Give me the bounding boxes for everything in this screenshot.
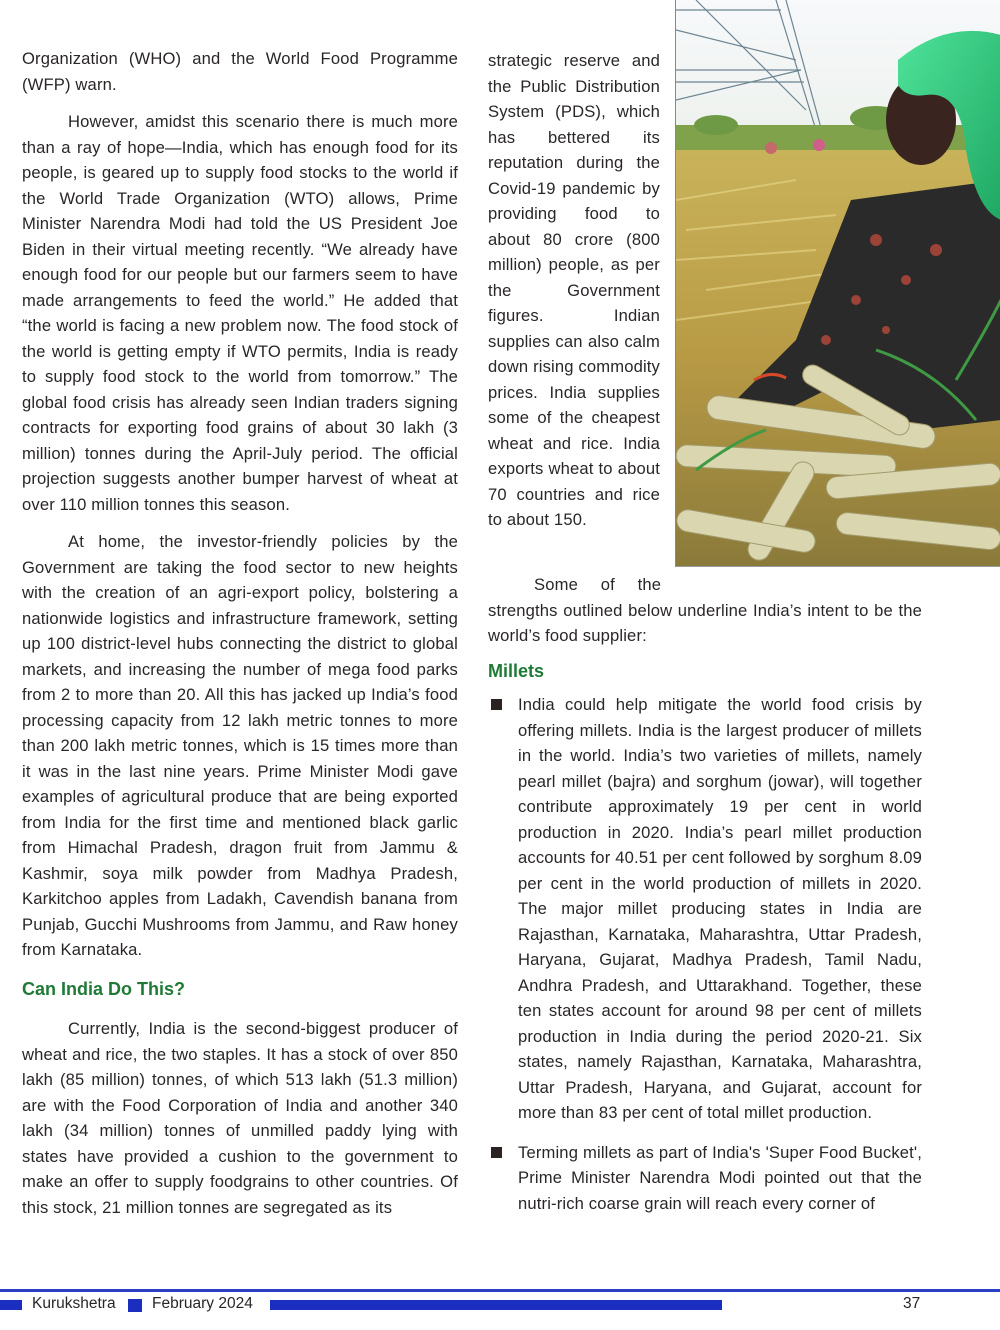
bullet-text: Terming millets as part of India's 'Super Food Bucket', Prime Minister Narendra Modi pointed out that the nutri-rich coarse grain will reach every corner of xyxy=(518,1142,922,1213)
bullet-text: India could help mitigate the world food crisis by offering millets. India is the largest producer of millets in the world. India’s two varieties of millets, namely pearl millet (bajra) and sorghum (jowar), will together contribute approximately 19 per cent in world production in 2020. India’s pearl millet production accounts for 40.51 per cent followed by sorghum 8.09 per cent in the world production of millets in 2020. The major millet producing states in India are Rajasthan, Karnataka, Maharashtra, Uttar Pradesh, Haryana, Gujarat, Madhya Pradesh, Tamil Nadu, Andhra Pradesh, and Uttarakhand. Together, these ten states account for around 98 per cent of millets production in India during the period 2020-21. Six states, namely Rajasthan, Karnataka, Maharashtra, Uttar Pradesh, Haryana, and Gujarat, account for more than 83 per cent of total millet production. xyxy=(518,695,922,1122)
page-footer xyxy=(0,1295,1000,1317)
section-heading-millets: Millets xyxy=(488,660,545,681)
page-number: 37 xyxy=(903,1295,921,1312)
paragraph-at-home: At home, the investor-friendly policies by the Government are taking the food sector to new heights with the creation of an agri-export policy, bolstering a nationwide logistics and infrastructure framework, setting up 100 district-level hubs connecting the district to global markets, and increasing the number of mega food parks from 2 to more than 20. All this has jacked up India’s food processing capacity from 12 lakh metric tonnes to more than 200 lakh metric tonnes, which is 15 times more than it was in the last nine years. Prime Minister Modi gave examples of agricultural produce that are being exported from India for the first time and mentioned black garlic from Himachal Pradesh, dragon fruit from Jammu & Kashmir, soya milk powder from Madhya Pradesh, Karkitchoo apples from Ladakh, Cavendish banana from Punjab, Gucchi Mushrooms from Jammu, and Raw honey from Karnataka. xyxy=(22,532,458,959)
list-item xyxy=(488,1140,922,1217)
footer-long-bar-icon xyxy=(270,1300,722,1310)
intro-rest: strengths outlined below underline India’s intent to be the world’s food supplier: xyxy=(488,600,922,645)
paragraph-currently: Currently, India is the second-biggest producer of wheat and rice, the two staples. It has a stock of over 850 lakh (85 million) tonnes, of which 513 lakh (51.3 million) are with the Food Corporation of India and another 340 lakh (34 million) tonnes of unmilled paddy lying with states have provided a cushion to the government to make an offer to supply foodgrains to other countries. Of this stock, 21 million tonnes are segregated as its xyxy=(22,1019,458,1217)
square-bullet-icon xyxy=(491,1147,502,1158)
issue-date: February 2024 xyxy=(152,1295,253,1312)
worker-figure xyxy=(765,142,777,154)
millet-harvest-photo xyxy=(675,0,1000,567)
square-bullet-icon xyxy=(491,699,502,710)
paragraph-who-wfp: Organization (WHO) and the World Food Programme (WFP) warn. xyxy=(22,49,458,94)
worker-figure xyxy=(813,139,825,151)
intro-first-line: Some of the xyxy=(534,575,662,594)
footer-rule xyxy=(0,1289,1000,1292)
millets-bullet-list xyxy=(488,692,922,1216)
right-lower-column xyxy=(488,572,922,1216)
footer-square-icon xyxy=(128,1299,142,1312)
list-item xyxy=(488,692,922,1126)
footer-bar-icon xyxy=(0,1300,22,1310)
right-narrow-column xyxy=(488,48,660,533)
magazine-name: Kurukshetra xyxy=(32,1295,116,1312)
paragraph-ray-of-hope: However, amidst this scenario there is much more than a ray of hope—India, which has enough food for its people, is geared up to supply food stocks to the world if the World Trade Organization (WTO) allows, Prime Minister Narendra Modi had told the US President Joe Biden in their virtual meeting recently. “We already have enough food for our people but our farmers seem to have made arrangements to feed the world.” He added that “the world is facing a new problem now. The food stock of the world is getting empty if WTO permits, India is ready to supply food stock to the world from tomorrow.” The global food crisis has already seen Indian traders signing contracts for exporting food grains of about 30 lakh (3 million) tonnes during the April-July period. The official projection suggests another bumper harvest of wheat at over 110 million tonnes this season. xyxy=(22,112,458,514)
photo-illustration xyxy=(676,0,1000,566)
paragraph-strategic-reserve: strategic reserve and the Public Distribution System (PDS), which has bettered its reputation during the Covid-19 pandemic by providing food to about 80 crore (800 million) people, as per the Government figures. Indian supplies can also calm down rising commodity prices. India supplies some of the cheapest wheat and rice. India exports wheat to about 70 countries and rice to about 150. xyxy=(488,51,660,529)
section-heading-can-india: Can India Do This? xyxy=(22,978,186,999)
left-column xyxy=(22,46,458,1220)
